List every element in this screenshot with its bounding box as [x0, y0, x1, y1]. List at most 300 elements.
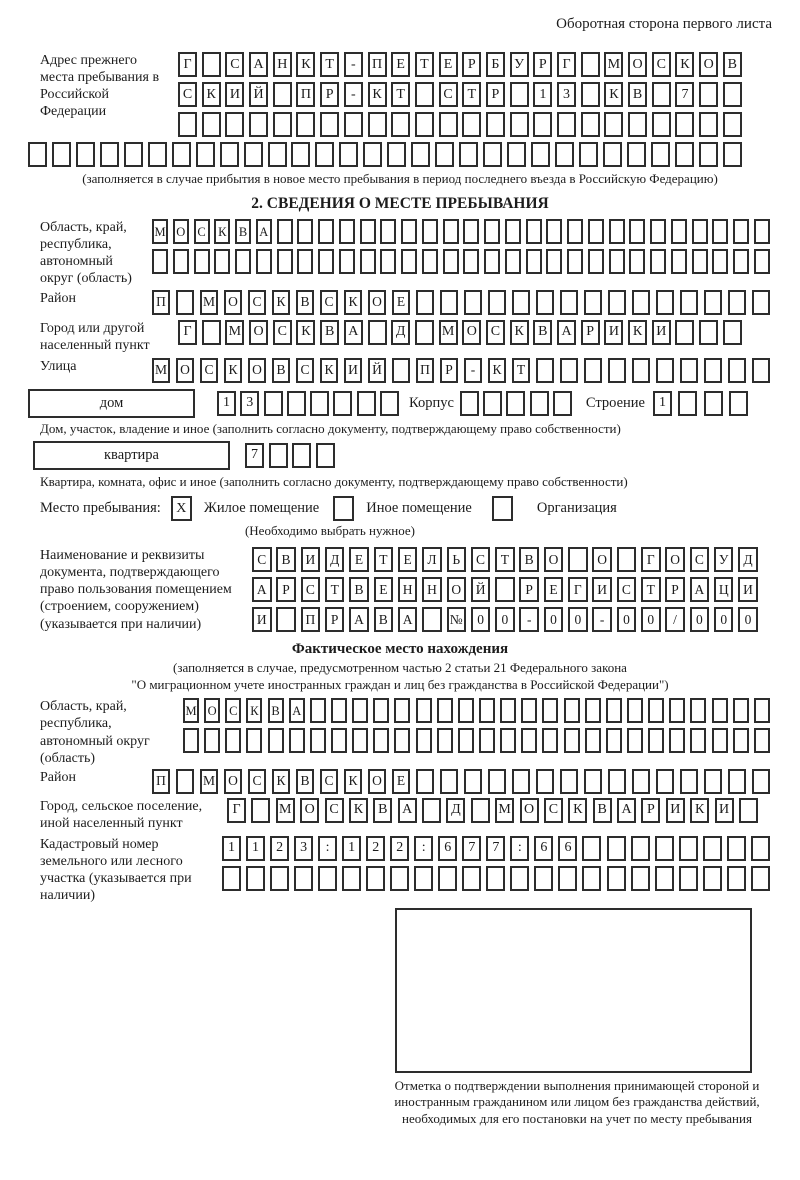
char-box [440, 290, 458, 315]
char-box: Р [581, 320, 600, 345]
char-box: В [268, 698, 284, 723]
char-box [331, 728, 347, 753]
char-box: К [272, 769, 290, 794]
char-box [368, 320, 387, 345]
char-box [723, 82, 742, 107]
char-box [699, 142, 718, 167]
char-box [463, 219, 479, 244]
char-box: 0 [617, 607, 637, 632]
char-box [671, 219, 687, 244]
char-box [422, 249, 438, 274]
char-box [652, 112, 671, 137]
char-box [723, 112, 742, 137]
char-box [606, 728, 622, 753]
char-box [560, 358, 578, 383]
stay-option-organization-label: Организация [536, 500, 617, 517]
char-box [204, 728, 220, 753]
char-box [560, 769, 578, 794]
char-box: Р [325, 607, 345, 632]
char-box: Е [439, 52, 458, 77]
char-box: / [665, 607, 685, 632]
char-box [582, 866, 601, 891]
char-box [459, 142, 478, 167]
char-box [277, 249, 293, 274]
char-box [287, 391, 306, 416]
char-box [443, 249, 459, 274]
char-box: И [592, 577, 612, 602]
char-box: М [200, 769, 218, 794]
char-box [422, 607, 442, 632]
char-box: В [349, 577, 369, 602]
char-box-row [28, 142, 742, 167]
char-box [632, 290, 650, 315]
char-box [704, 290, 722, 315]
char-box: 0 [568, 607, 588, 632]
char-box: И [652, 320, 671, 345]
char-box: М [604, 52, 623, 77]
char-box: К [202, 82, 221, 107]
char-box [273, 82, 292, 107]
char-box [415, 112, 434, 137]
char-box [727, 866, 746, 891]
char-box: Р [440, 358, 458, 383]
char-box [437, 728, 453, 753]
prev-address-label: Адрес прежнего места пребывания в Российской Федерации [40, 53, 160, 120]
char-box: К [349, 798, 368, 823]
char-box: 1 [217, 391, 236, 416]
char-box [704, 358, 722, 383]
char-box [310, 698, 326, 723]
char-box: Е [392, 290, 410, 315]
char-box-row [152, 769, 770, 794]
char-box-row [460, 391, 572, 416]
char-box: У [510, 52, 529, 77]
char-box: С [296, 358, 314, 383]
char-box: В [723, 52, 742, 77]
char-box-row [183, 728, 770, 753]
char-box [464, 290, 482, 315]
char-box [462, 866, 481, 891]
char-box: 0 [690, 607, 710, 632]
char-box: К [690, 798, 709, 823]
char-box [479, 728, 495, 753]
char-box [76, 142, 95, 167]
char-box: О [224, 769, 242, 794]
actual-city-block [0, 798, 800, 832]
char-box [225, 728, 241, 753]
char-box [546, 219, 562, 244]
char-box [680, 769, 698, 794]
char-box [291, 142, 310, 167]
char-box: О [628, 52, 647, 77]
char-box: С [320, 769, 338, 794]
char-box: П [296, 82, 315, 107]
char-box: С [439, 82, 458, 107]
prev-address-block [0, 52, 800, 137]
char-box: Г [557, 52, 576, 77]
char-box [564, 728, 580, 753]
checkbox-residential: X [171, 496, 192, 521]
cadastral-block [0, 836, 800, 904]
char-box [585, 728, 601, 753]
char-box: И [252, 607, 272, 632]
char-box [392, 358, 410, 383]
char-box: П [152, 769, 170, 794]
stamp-caption: Отметка о подтверждении выполнения принимающей стороной и иностранным гражданином или лицом без гражданства действий, необходимых для его постановки на учет по месту пребывания [394, 1078, 760, 1126]
char-box [604, 112, 623, 137]
stay-label: Место пребывания: [40, 500, 161, 517]
char-box: М [225, 320, 244, 345]
char-box [484, 249, 500, 274]
char-box [690, 728, 706, 753]
char-box: М [183, 698, 199, 723]
char-box [727, 836, 746, 861]
char-box: Р [533, 52, 552, 77]
char-box: В [235, 219, 251, 244]
char-box [222, 866, 241, 891]
char-box [704, 769, 722, 794]
char-box: 0 [641, 607, 661, 632]
char-box: 3 [240, 391, 259, 416]
char-box: 0 [471, 607, 491, 632]
char-box [754, 249, 770, 274]
char-box [754, 219, 770, 244]
char-box: С [690, 547, 710, 572]
char-box [344, 112, 363, 137]
char-box [373, 698, 389, 723]
char-box [277, 219, 293, 244]
char-box: И [604, 320, 623, 345]
char-box [648, 698, 664, 723]
char-box-row [217, 391, 399, 416]
char-box [675, 320, 694, 345]
char-box [512, 769, 530, 794]
char-box: О [544, 547, 564, 572]
street-block [0, 358, 800, 383]
char-box [183, 728, 199, 753]
char-box [318, 249, 334, 274]
char-box: У [714, 547, 734, 572]
char-box: П [368, 52, 387, 77]
char-box: О [665, 547, 685, 572]
city-block [0, 320, 800, 354]
char-box: М [495, 798, 514, 823]
char-box: Н [398, 577, 418, 602]
char-box [679, 866, 698, 891]
char-box [723, 142, 742, 167]
char-box [394, 698, 410, 723]
char-box: В [296, 290, 314, 315]
char-box [712, 728, 728, 753]
actual-region-block [0, 698, 800, 766]
char-box: В [374, 607, 394, 632]
char-box [582, 836, 601, 861]
char-box [704, 391, 723, 416]
char-box [331, 698, 347, 723]
char-box [458, 728, 474, 753]
char-box [173, 249, 189, 274]
char-box [152, 249, 168, 274]
char-box: И [715, 798, 734, 823]
char-box [608, 769, 626, 794]
char-box [439, 112, 458, 137]
char-box-row [227, 798, 758, 823]
char-box: С [325, 798, 344, 823]
char-box: 7 [245, 443, 264, 468]
char-box: К [568, 798, 587, 823]
char-box [251, 798, 270, 823]
char-box [416, 290, 434, 315]
char-box [100, 142, 119, 167]
char-box [506, 391, 525, 416]
char-box [360, 249, 376, 274]
char-box: П [416, 358, 434, 383]
char-box [294, 866, 313, 891]
char-box [249, 112, 268, 137]
char-box [675, 112, 694, 137]
char-box [500, 698, 516, 723]
char-box: Т [462, 82, 481, 107]
char-box [656, 290, 674, 315]
char-box-row [252, 547, 758, 572]
char-box: 2 [270, 836, 289, 861]
char-box [360, 219, 376, 244]
char-box [488, 769, 506, 794]
char-box: 7 [675, 82, 694, 107]
char-box [603, 142, 622, 167]
char-box [631, 866, 650, 891]
stay-note: (Необходимо выбрать нужное) [244, 523, 416, 539]
char-box: С [200, 358, 218, 383]
char-box [507, 142, 526, 167]
char-box [202, 112, 221, 137]
char-box [656, 769, 674, 794]
char-box [754, 728, 770, 753]
char-box: О [249, 320, 268, 345]
char-box: Ь [447, 547, 467, 572]
char-box [581, 52, 600, 77]
char-box [380, 391, 399, 416]
char-box: К [214, 219, 230, 244]
char-box: Р [665, 577, 685, 602]
char-box: К [224, 358, 242, 383]
char-box: Б [486, 52, 505, 77]
cadastral-label: Кадастровый номер земельного или лесного участка (указывается при наличии) [40, 836, 192, 904]
char-box [609, 219, 625, 244]
char-box: К [320, 358, 338, 383]
char-box: К [296, 52, 315, 77]
char-box: П [152, 290, 170, 315]
char-box [650, 249, 666, 274]
stay-type-row [40, 496, 800, 521]
char-box: 0 [544, 607, 564, 632]
char-box: : [414, 836, 433, 861]
char-box [669, 698, 685, 723]
char-box: А [398, 607, 418, 632]
char-box: В [373, 798, 392, 823]
char-box [568, 547, 588, 572]
char-box [585, 698, 601, 723]
char-box [483, 391, 502, 416]
char-box [196, 142, 215, 167]
char-box [751, 836, 770, 861]
char-box: Г [178, 52, 197, 77]
char-box [268, 728, 284, 753]
char-box [363, 142, 382, 167]
char-box [679, 836, 698, 861]
char-box [533, 112, 552, 137]
char-box: 1 [246, 836, 265, 861]
actual-location-title: Фактическое место нахождения [291, 640, 509, 657]
char-box [246, 728, 262, 753]
char-box: С [471, 547, 491, 572]
char-box [342, 866, 361, 891]
char-box-row [178, 52, 742, 77]
char-box [581, 82, 600, 107]
char-box [678, 391, 697, 416]
char-box: О [173, 219, 189, 244]
district-block [0, 290, 800, 315]
char-box [617, 547, 637, 572]
char-box [526, 219, 542, 244]
char-box: 6 [438, 836, 457, 861]
char-box [546, 249, 562, 274]
char-box: П [301, 607, 321, 632]
char-box: И [738, 577, 758, 602]
char-box: Н [273, 52, 292, 77]
char-box [483, 142, 502, 167]
char-box [751, 866, 770, 891]
char-box [333, 391, 352, 416]
char-box [352, 728, 368, 753]
char-box: М [276, 798, 295, 823]
char-box [536, 358, 554, 383]
char-box [422, 219, 438, 244]
char-box: О [462, 320, 481, 345]
char-box [723, 320, 742, 345]
char-box [194, 249, 210, 274]
char-box [387, 142, 406, 167]
char-box [530, 391, 549, 416]
char-box: Р [320, 82, 339, 107]
char-box: О [204, 698, 220, 723]
char-box [486, 866, 505, 891]
char-box [536, 290, 554, 315]
char-box [650, 219, 666, 244]
char-box [651, 142, 670, 167]
char-box [728, 358, 746, 383]
char-box [588, 219, 604, 244]
char-box [220, 142, 239, 167]
char-box [488, 290, 506, 315]
char-box: К [488, 358, 506, 383]
char-box [606, 698, 622, 723]
char-box: Н [422, 577, 442, 602]
char-box [339, 249, 355, 274]
char-box: В [272, 358, 290, 383]
char-box: Е [544, 577, 564, 602]
char-box: Й [471, 577, 491, 602]
char-box: 0 [714, 607, 734, 632]
char-box [391, 112, 410, 137]
actual-district-block [0, 769, 800, 794]
char-box: В [533, 320, 552, 345]
char-box: О [368, 290, 386, 315]
char-box-row [245, 443, 335, 468]
char-box: Ц [714, 577, 734, 602]
char-box [690, 698, 706, 723]
char-box: В [296, 769, 314, 794]
char-box: М [439, 320, 458, 345]
char-box [557, 112, 576, 137]
char-box: Д [391, 320, 410, 345]
char-box-row [252, 577, 758, 602]
char-box: Т [512, 358, 530, 383]
char-box [521, 728, 537, 753]
char-box [510, 866, 529, 891]
char-box-row [222, 866, 770, 891]
char-box: Т [415, 52, 434, 77]
char-box [729, 391, 748, 416]
char-box [739, 798, 758, 823]
char-box [352, 698, 368, 723]
char-box [655, 866, 674, 891]
char-box: А [344, 320, 363, 345]
char-box [289, 728, 305, 753]
char-box [339, 142, 358, 167]
char-box [631, 836, 650, 861]
char-box: С [225, 698, 241, 723]
char-box: Т [325, 577, 345, 602]
char-box: А [249, 52, 268, 77]
char-box [656, 358, 674, 383]
char-box: 0 [495, 607, 515, 632]
char-box [607, 866, 626, 891]
char-box: С [652, 52, 671, 77]
char-box: М [152, 358, 170, 383]
char-box [202, 52, 221, 77]
char-box [357, 391, 376, 416]
char-box [627, 698, 643, 723]
char-box [542, 698, 558, 723]
char-box [416, 698, 432, 723]
confirmation-stamp-box [395, 908, 752, 1073]
char-box [699, 320, 718, 345]
char-box [176, 290, 194, 315]
street-label: Улица [40, 358, 77, 374]
char-box: 1 [533, 82, 552, 107]
char-box [531, 142, 550, 167]
char-box [555, 142, 574, 167]
char-box: А [256, 219, 272, 244]
char-box [178, 112, 197, 137]
char-box [584, 769, 602, 794]
char-box: А [690, 577, 710, 602]
char-box [401, 249, 417, 274]
char-box [416, 769, 434, 794]
char-box: : [318, 836, 337, 861]
char-box [246, 866, 265, 891]
checkbox-other-premises [333, 496, 354, 521]
char-box: 7 [462, 836, 481, 861]
char-box [584, 358, 602, 383]
char-box: Д [738, 547, 758, 572]
char-box [438, 866, 457, 891]
char-box [437, 698, 453, 723]
char-box: 7 [486, 836, 505, 861]
page-header-note: Оборотная сторона первого листа [556, 16, 772, 32]
stay-option-residential-label: Жилое помещение [203, 500, 320, 517]
